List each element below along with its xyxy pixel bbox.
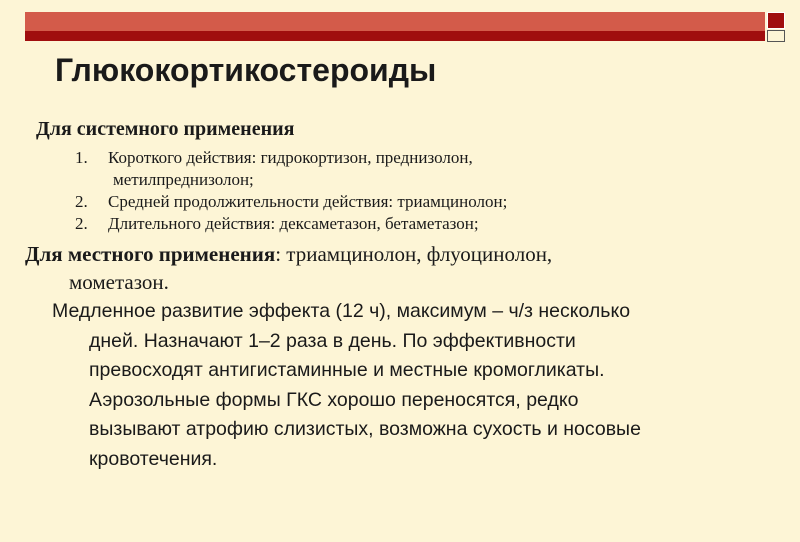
list-text: Короткого действия: гидрокортизон, преднизолон, (108, 148, 473, 167)
local-line-1 (25, 240, 725, 268)
list-text: метилпреднизолон; (113, 170, 254, 189)
local-label: Для местного применения (25, 242, 276, 266)
local-text: : триамцинолон, флуоцинолон, (275, 242, 553, 266)
description-line: Аэрозольные формы ГКС хорошо переносятся, редко (89, 388, 579, 411)
description-line: Медленное развитие эффекта (12 ч), максимум – ч/з несколько (52, 300, 631, 322)
list-number: 2. (75, 214, 88, 233)
systemic-list (75, 147, 715, 235)
list-number: 1. (75, 148, 88, 167)
systemic-heading: Для системного применения (36, 118, 295, 140)
description-line: кровотечения. (89, 447, 218, 470)
header-bar-top (25, 12, 765, 31)
list-item-continuation (75, 169, 715, 191)
local-application (25, 240, 725, 296)
description-line: вызывают атрофию слизистых, возможна сухость и носовые (89, 418, 641, 441)
description-line: дней. Назначают 1–2 раза в день. По эффективности (89, 329, 576, 352)
corner-square-top (767, 12, 785, 29)
header-bar-bottom (25, 31, 765, 41)
list-text: Средней продолжительности действия: триамцинолон; (108, 192, 508, 211)
list-item (75, 191, 715, 213)
list-item (75, 213, 715, 235)
local-line-2: мометазон. (69, 270, 169, 294)
list-text: Длительного действия: дексаметазон, бетаметазон; (108, 214, 479, 233)
list-item (75, 147, 715, 169)
description-paragraph (52, 297, 752, 475)
list-number: 2. (75, 192, 88, 211)
description-line: превосходят антигистаминные и местные кромогликаты. (89, 359, 605, 382)
corner-square-bottom (767, 30, 785, 42)
slide-title: Глюкокортикостероиды (55, 52, 437, 88)
